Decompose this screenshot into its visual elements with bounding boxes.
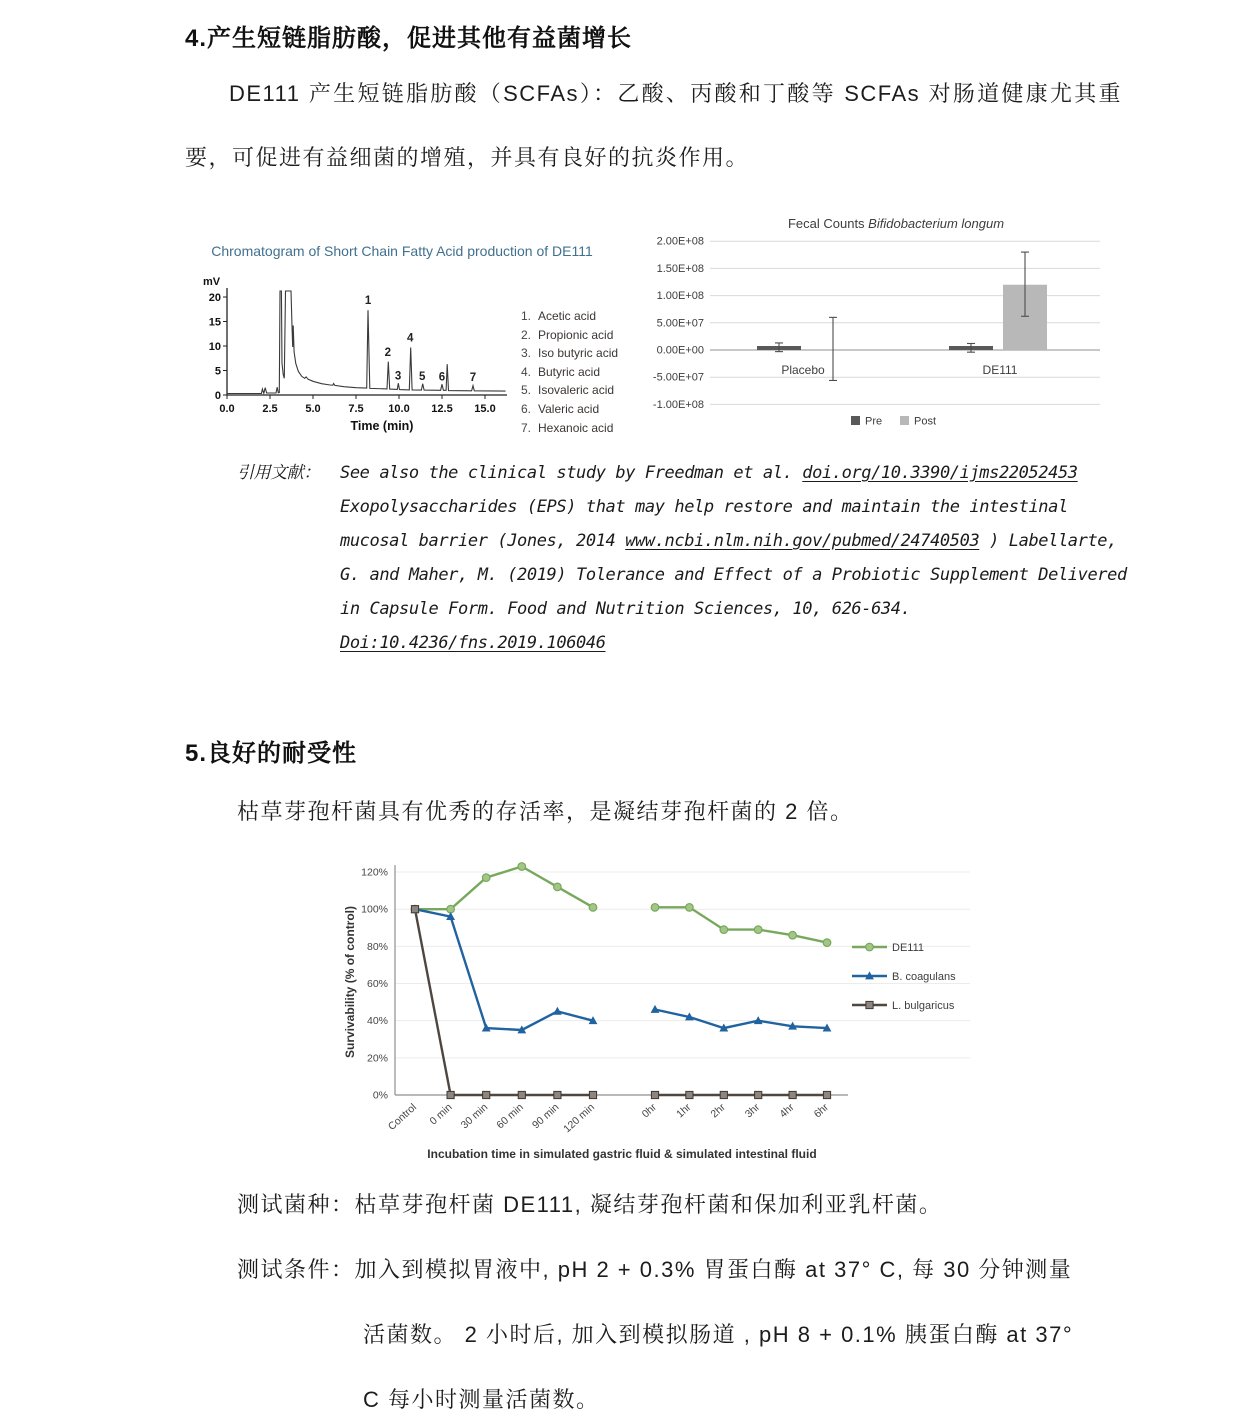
citation-text: G. and Maher, M. (2019) Tolerance and Effect of a Probiotic Supplement Delivered xyxy=(340,565,1127,585)
svg-text:1.50E+08: 1.50E+08 xyxy=(656,262,704,275)
svg-text:Control: Control xyxy=(385,1101,420,1133)
svg-text:1: 1 xyxy=(364,294,372,307)
test-conditions-line1: 测试条件：加入到模拟胃液中, pH 2 + 0.3% 胃蛋白酶 at 37° C, 每 30 分钟测量 xyxy=(237,1257,1073,1282)
svg-text:80%: 80% xyxy=(366,940,388,953)
peak-name: Iso butyric acid xyxy=(538,346,619,361)
svg-text:2.5: 2.5 xyxy=(262,403,278,415)
svg-text:L. bulgaricus: L. bulgaricus xyxy=(892,1000,955,1012)
svg-text:2: 2 xyxy=(384,346,392,359)
svg-text:20: 20 xyxy=(208,292,221,304)
peak-number: 1. xyxy=(521,309,532,323)
svg-text:5.0: 5.0 xyxy=(305,403,321,415)
peak-legend-item xyxy=(521,402,618,421)
peak-legend-item xyxy=(521,421,618,440)
svg-text:3hr: 3hr xyxy=(742,1101,763,1121)
svg-text:4hr: 4hr xyxy=(777,1101,797,1121)
svg-text:0.0: 0.0 xyxy=(219,403,235,415)
citation-link[interactable]: Doi:10.4236/fns.2019.106046 xyxy=(340,633,606,653)
svg-text:1hr: 1hr xyxy=(674,1101,694,1121)
svg-text:Fecal Counts Bifidobacterium l: Fecal Counts Bifidobacterium longum xyxy=(787,216,1005,231)
citation-link[interactable]: www.ncbi.nlm.nih.gov/pubmed/24740503 xyxy=(625,531,980,551)
svg-text:30 min: 30 min xyxy=(458,1101,491,1132)
chromatogram-title: Chromatogram of Short Chain Fatty Acid production of DE111 xyxy=(211,243,593,259)
svg-text:5: 5 xyxy=(214,365,221,378)
peak-number: 3. xyxy=(521,346,532,361)
peak-number: 5. xyxy=(521,383,532,398)
svg-text:0%: 0% xyxy=(372,1089,388,1102)
citation-label: 引用文献： xyxy=(237,463,320,483)
citation-line xyxy=(340,456,1127,490)
peak-legend-item xyxy=(521,383,618,402)
svg-text:60 min: 60 min xyxy=(494,1101,526,1132)
citation-line xyxy=(340,524,1127,558)
chromatogram-chart xyxy=(197,273,515,442)
svg-text:0hr: 0hr xyxy=(639,1101,660,1121)
svg-text:6: 6 xyxy=(438,371,446,384)
peak-legend-item xyxy=(521,365,618,384)
svg-text:B. coagulans: B. coagulans xyxy=(892,971,956,983)
svg-text:2.00E+08: 2.00E+08 xyxy=(656,235,704,248)
section4-paragraph: DE111 产生短链脂肪酸（SCFAs）：乙酸、丙酸和丁酸等 SCFAs 对肠道健康尤其重要，可促进有益细菌的增殖，并具有良好的抗炎作用。 xyxy=(185,81,1122,170)
svg-text:4: 4 xyxy=(406,332,414,345)
svg-text:120 min: 120 min xyxy=(561,1101,598,1136)
svg-text:20%: 20% xyxy=(366,1052,388,1065)
svg-text:100%: 100% xyxy=(361,903,388,916)
svg-text:7: 7 xyxy=(469,371,477,384)
citation-text: in Capsule Form. Food and Nutrition Sciences, 10, 626-634. xyxy=(340,599,911,619)
svg-text:-5.00E+07: -5.00E+07 xyxy=(652,371,704,384)
citation-block xyxy=(237,456,1127,660)
survivability-chart xyxy=(340,840,980,1180)
svg-text:2hr: 2hr xyxy=(708,1101,728,1121)
svg-text:Survivability (% of control): Survivability (% of control) xyxy=(343,905,357,1059)
svg-text:5: 5 xyxy=(419,370,426,383)
svg-text:6hr: 6hr xyxy=(811,1101,832,1121)
citation-lines xyxy=(340,456,1127,660)
chromatogram-figure xyxy=(197,243,629,442)
peak-legend-item xyxy=(521,328,618,347)
svg-text:mV: mV xyxy=(203,276,221,288)
svg-text:Incubation time in simulated g: Incubation time in simulated gastric fluid & simulated intestinal fluid xyxy=(427,1147,817,1161)
svg-text:Pre: Pre xyxy=(865,415,883,428)
svg-text:DE111: DE111 xyxy=(982,363,1018,377)
svg-text:10: 10 xyxy=(208,341,221,353)
svg-text:0 min: 0 min xyxy=(427,1101,455,1128)
svg-text:0: 0 xyxy=(214,390,221,402)
chromatogram-peak-legend xyxy=(521,309,618,442)
svg-text:10.0: 10.0 xyxy=(388,403,410,415)
fecal-counts-chart xyxy=(648,208,1108,447)
svg-text:15.0: 15.0 xyxy=(474,403,496,415)
svg-text:Time (min): Time (min) xyxy=(350,419,414,433)
svg-text:12.5: 12.5 xyxy=(431,403,453,415)
citation-text: Exopolysaccharides (EPS) that may help restore and maintain the intestinal xyxy=(340,497,1068,517)
peak-number: 6. xyxy=(521,401,532,416)
peak-name: Butyric acid xyxy=(538,364,601,379)
section5-paragraph: 枯草芽孢杆菌具有优秀的存活率，是凝结芽孢杆菌的 2 倍。 xyxy=(237,799,854,824)
chromatogram-svg xyxy=(197,273,515,437)
citation-text: mucosal barrier (Jones, 2014 xyxy=(340,531,626,551)
peak-legend-item xyxy=(521,309,618,328)
svg-text:Post: Post xyxy=(914,415,937,428)
citation-line xyxy=(340,592,1127,626)
test-conditions-line2: 活菌数。 2 小时后, 加入到模拟肠道 , pH 8 + 0.1% 胰蛋白酶 at 37° xyxy=(363,1322,1074,1347)
peak-name: Isovaleric acid xyxy=(538,383,615,398)
svg-text:5.00E+07: 5.00E+07 xyxy=(656,317,704,330)
citation-line xyxy=(340,490,1127,524)
citation-line xyxy=(340,558,1127,592)
svg-text:-1.00E+08: -1.00E+08 xyxy=(652,398,704,411)
svg-text:3: 3 xyxy=(394,370,402,383)
svg-text:90 min: 90 min xyxy=(529,1101,562,1132)
citation-text: See also the clinical study by Freedman et al. xyxy=(340,463,803,483)
peak-name: Hexanoic acid xyxy=(538,420,614,435)
peak-number: 4. xyxy=(521,364,532,379)
peak-name: Propionic acid xyxy=(538,327,614,342)
svg-text:7.5: 7.5 xyxy=(348,403,364,415)
svg-text:DE111: DE111 xyxy=(892,942,925,954)
survivability-svg xyxy=(340,840,980,1175)
citation-line xyxy=(340,626,1127,660)
section5-heading: 5.良好的耐受性 xyxy=(185,740,358,767)
svg-text:15: 15 xyxy=(208,316,221,329)
test-conditions-line3: C 每小时测量活菌数。 xyxy=(363,1387,600,1412)
citation-link[interactable]: doi.org/10.3390/ijms22052453 xyxy=(802,463,1078,483)
peak-name: Valeric acid xyxy=(538,401,600,416)
svg-text:0.00E+00: 0.00E+00 xyxy=(656,344,704,357)
peak-number: 2. xyxy=(521,327,532,342)
peak-name: Acetic acid xyxy=(538,309,597,323)
citation-text: ) Labellarte, xyxy=(979,531,1117,551)
svg-text:1.00E+08: 1.00E+08 xyxy=(656,290,704,303)
peak-number: 7. xyxy=(521,420,532,435)
fecal-counts-svg xyxy=(648,208,1108,442)
svg-text:40%: 40% xyxy=(366,1015,388,1028)
svg-text:60%: 60% xyxy=(366,978,388,991)
section4-heading: 4.产生短链脂肪酸，促进其他有益菌增长 xyxy=(185,25,633,52)
peak-legend-item xyxy=(521,346,618,365)
test-species-line: 测试菌种：枯草芽孢杆菌 DE111, 凝结芽孢杆菌和保加利亚乳杆菌。 xyxy=(237,1192,943,1217)
svg-text:120%: 120% xyxy=(361,866,388,879)
chromatogram-row xyxy=(197,273,629,442)
svg-text:Placebo: Placebo xyxy=(781,363,825,377)
